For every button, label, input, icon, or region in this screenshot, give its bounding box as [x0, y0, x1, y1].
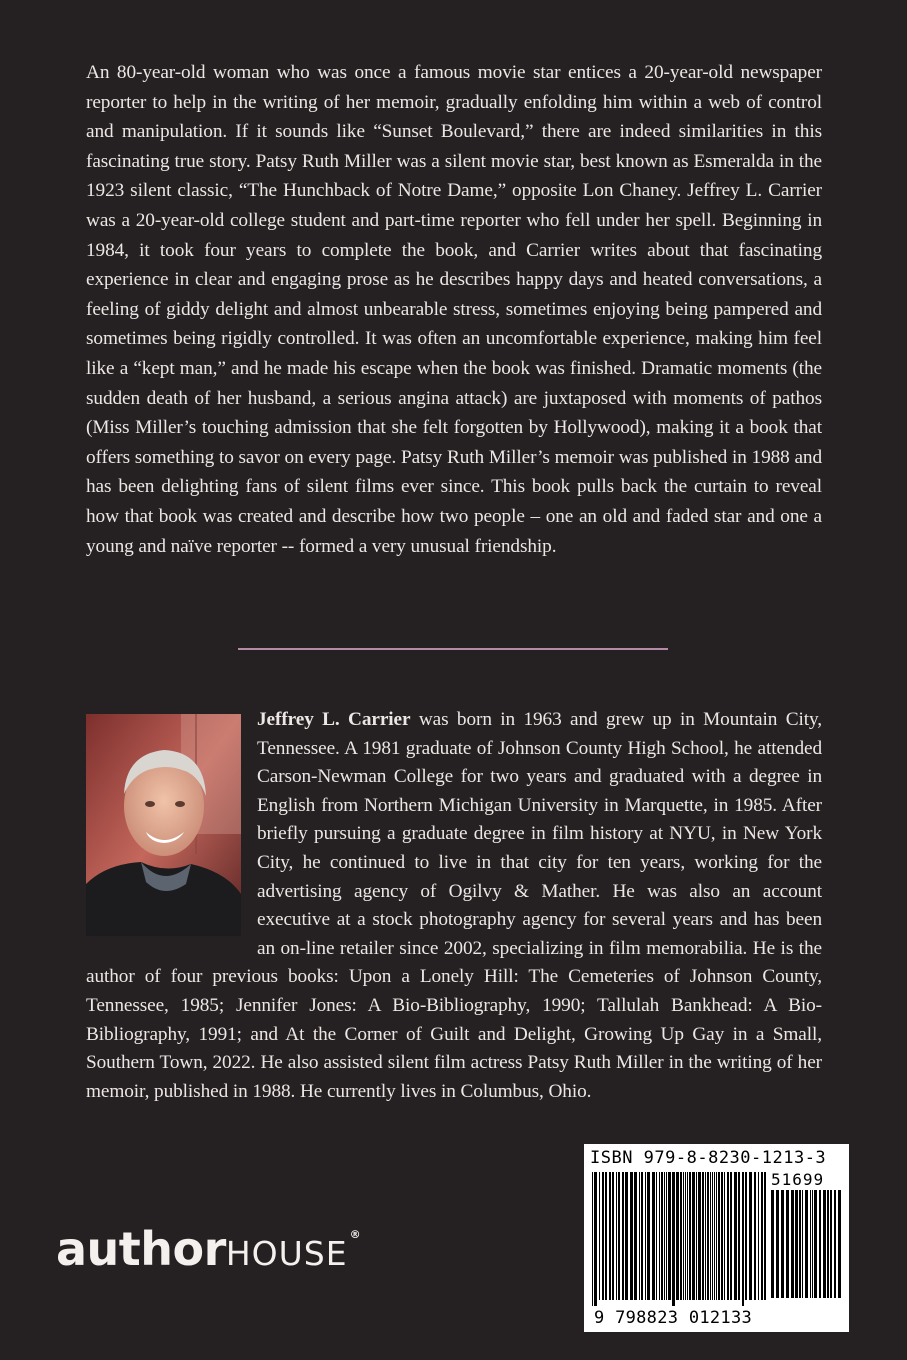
barcode-bar	[672, 1172, 675, 1306]
barcode-bar	[730, 1172, 732, 1300]
barcode-bar	[810, 1190, 811, 1298]
barcode-bar	[592, 1172, 593, 1306]
barcode-bar	[668, 1172, 671, 1300]
barcode-bar	[795, 1190, 798, 1298]
author-bio-text: was born in 1963 and grew up in Mountain City, Tennessee. A 1981 graduate of Johnson County High School, he attended Carson-Newman College for two years and graduated with a degree in English from Northern Michigan University in Marquette, in 1985. After briefly pursuing a graduate degree in film history at NYU, in New York City, he continued to live in that city for ten years, working for the advertising agency of Ogilvy & Mather. He was also an account executive at a stock photography agency for several years and has been an on-line retailer since 2002, specializing in film memorabilia. He is the author of four previous books: Upon a Lonely Hill: The Cemeteries of Johnson County, Tennessee, 1985; Jennifer Jones: A Bio-Bibliography, 1990; Tallulah Bankhead: A Bio-Bibliography, 1991; and At the Corner of Guilt and Delight, Growing Up Gay in a Small, Southern Town, 2022. He also assisted silent film actress Patsy Ruth Miller in the writing of her memoir, published in 1988. He currently lives in Columbus, Ohio.	[86, 709, 822, 1102]
barcode-bar	[685, 1172, 686, 1300]
barcode-bar	[812, 1190, 813, 1298]
barcode-bar	[594, 1172, 597, 1306]
barcode-bar	[764, 1172, 766, 1300]
barcode-bar	[630, 1172, 633, 1300]
barcode-bar	[710, 1172, 711, 1300]
barcode-bar	[712, 1172, 713, 1300]
barcode-bar	[705, 1172, 706, 1300]
barcode-bar	[625, 1172, 628, 1300]
isbn-barcode	[584, 1144, 849, 1332]
barcode-bar	[698, 1172, 701, 1300]
isbn-label: ISBN 979-8-8230-1213-3	[590, 1148, 827, 1168]
barcode-bar	[734, 1172, 737, 1300]
back-cover-blurb: An 80-year-old woman who was once a famous movie star entices a 20-year-old newspaper reporter to help in the writing of her memoir, gradually enfolding him within a web of control and manipulation. If it sounds like “Sunset Boulevard,” there are indeed similarities in this fascinating true story. Patsy Ruth Miller was a silent movie star, best known as Esmeralda in the 1923 silent classic, “The Hunchback of Notre Dame,” opposite Lon Chaney. Jeffrey L. Carrier was a 20-year-old college student and part-time reporter who fell under her spell. Beginning in 1984, it took four years to complete the book, and Carrier writes about that fascinating experience in clear and engaging prose as he describes happy days and heated conversations, a feeling of giddy delight and almost unbearable stress, sometimes enjoying being pampered and sometimes being rigidly controlled. It was often an uncomfortable experience, making him feel like a “kept man,” and he made his escape when the book was finished. Dramatic moments (the sudden death of her husband, a serious angina attack) are juxtaposed with moments of pathos (Miss Miller’s touching admission that she felt forgotten by Hollywood), making it a book that offers something to savor on every page. Patsy Ruth Miller’s memoir was published in 1988 and has been delighting fans of silent films ever since. This book pulls back the curtain to reveal how that book was created and describe how two people – one an old and faded star and one a young and naïve reporter -- formed a very unusual friendship.	[86, 62, 822, 557]
registered-mark: ®	[349, 1228, 361, 1241]
ean-barcode-bars	[592, 1172, 768, 1306]
barcode-bar	[656, 1172, 657, 1300]
barcode-bar	[819, 1190, 821, 1298]
author-portrait-image	[86, 714, 241, 936]
addon-barcode-bars	[771, 1190, 841, 1302]
author-bio	[86, 706, 822, 1106]
barcode-bar	[659, 1172, 660, 1300]
barcode-bar	[745, 1172, 747, 1300]
barcode-bar	[749, 1172, 752, 1300]
barcode-bar	[776, 1190, 779, 1298]
publisher-logo-lower: author	[56, 1222, 226, 1276]
barcode-bar	[799, 1190, 801, 1298]
barcode-bar	[645, 1172, 646, 1300]
barcode-bar	[724, 1172, 725, 1300]
barcode-bar	[689, 1172, 691, 1300]
divider-rule	[238, 648, 668, 650]
barcode-bar	[791, 1190, 794, 1298]
barcode-bar	[830, 1190, 832, 1298]
barcode-bar	[639, 1172, 640, 1300]
barcode-bar	[802, 1190, 803, 1298]
barcode-bar	[661, 1172, 663, 1300]
barcode-bar	[687, 1172, 688, 1300]
barcode-bar	[786, 1190, 789, 1298]
barcode-bar	[616, 1172, 617, 1300]
barcode-bar	[676, 1172, 679, 1300]
barcode-bar	[718, 1172, 720, 1300]
barcode-bar	[761, 1172, 763, 1300]
barcode-bar	[738, 1172, 740, 1300]
barcode-bar	[634, 1172, 637, 1300]
barcode-bar	[609, 1172, 611, 1300]
barcode-bar	[727, 1172, 729, 1300]
barcode-bar	[758, 1172, 759, 1300]
barcode-bar	[602, 1172, 604, 1300]
barcode-bar	[618, 1172, 620, 1300]
barcode-bar	[716, 1172, 717, 1300]
barcode-bar	[771, 1190, 774, 1298]
price-code: 51699	[771, 1170, 825, 1189]
barcode-bar	[805, 1190, 808, 1298]
barcode-bar	[823, 1190, 826, 1298]
barcode-bar	[622, 1172, 624, 1300]
barcode-bar	[605, 1172, 607, 1300]
barcode-bar	[652, 1172, 655, 1300]
author-name: Jeffrey L. Carrier	[257, 709, 411, 730]
barcode-bar	[666, 1172, 667, 1300]
barcode-bar	[721, 1172, 723, 1300]
author-photo	[86, 714, 241, 936]
barcode-bar	[754, 1172, 756, 1300]
barcode-bar	[714, 1172, 715, 1300]
barcode-bar	[683, 1172, 684, 1300]
barcode-bar	[814, 1190, 817, 1298]
publisher-logo	[56, 1222, 360, 1276]
barcode-bar	[612, 1172, 614, 1300]
barcode-bar	[742, 1172, 744, 1306]
barcode-bar	[707, 1172, 709, 1300]
barcode-bar	[702, 1172, 704, 1300]
barcode-bar	[599, 1172, 600, 1300]
barcode-bar	[781, 1190, 784, 1298]
barcode-bar	[834, 1190, 836, 1298]
barcode-bar	[680, 1172, 682, 1300]
barcode-bar	[647, 1172, 650, 1300]
barcode-bar	[696, 1172, 697, 1300]
barcode-bar	[664, 1172, 665, 1300]
barcode-bar	[692, 1172, 695, 1300]
publisher-logo-upper: HOUSE	[225, 1234, 348, 1273]
barcode-bar	[641, 1172, 643, 1300]
barcode-bar	[838, 1190, 841, 1298]
isbn-digits: 9 798823 012133	[594, 1308, 753, 1328]
barcode-bar	[827, 1190, 829, 1298]
